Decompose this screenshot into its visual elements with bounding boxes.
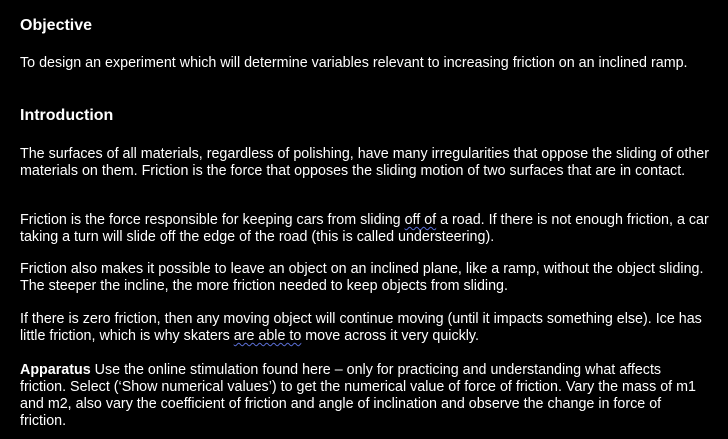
- intro-paragraph-3-text: Friction also makes it possible to leave an object on an inclined plane, like a ramp, without the object sliding. The steeper the incline, the more friction needed to keep objects from sliding.: [20, 261, 704, 294]
- document-body: [20, 0, 710, 439]
- intro-paragraph-2-text-a: Friction is the force responsible for keeping cars from sliding: [20, 212, 405, 228]
- intro-paragraph-1-text: The surfaces of all materials, regardless of polishing, have many irregularities that oppose the sliding of other materials on them. Friction is the force that opposes the sliding motion of two surfaces that are in contact.: [20, 146, 709, 179]
- apparatus-paragraph: [20, 362, 710, 430]
- intro-paragraph-4-text-a: If there is zero friction, then any moving object will continue moving (until it impacts something else). Ice has little friction, which is why skaters: [20, 311, 702, 344]
- intro-paragraph-4-text-b: move across it very quickly.: [301, 328, 479, 344]
- objective-text: [20, 55, 710, 72]
- intro-paragraph-3: [20, 261, 710, 295]
- apparatus-label: Apparatus: [20, 362, 91, 378]
- intro-paragraph-2-text-b: a road. If there is not enough friction, a car taking a turn will slide off the edge of the road (this is called understeering).: [20, 212, 709, 245]
- objective-heading: Objective: [20, 17, 93, 34]
- apparatus-text: Use the online stimulation found here – only for practicing and understanding what affects friction. Select (‘Show numerical values’) to get the numerical value of force of friction. Vary the mass of m1 and m2, also vary the coefficient of friction and angle of inclination and observe the change in force of friction.: [20, 362, 696, 429]
- intro-paragraph-2: [20, 212, 710, 246]
- spellcheck-underline-off-of[interactable]: off of: [404, 212, 437, 228]
- introduction-heading: Introduction: [20, 107, 114, 124]
- intro-paragraph-4: [20, 311, 710, 345]
- intro-paragraph-1: [20, 146, 710, 180]
- objective-text-content: To design an experiment which will determine variables relevant to increasing friction on an inclined ramp.: [20, 55, 688, 71]
- spellcheck-underline-are-able-to[interactable]: are able to: [233, 328, 302, 344]
